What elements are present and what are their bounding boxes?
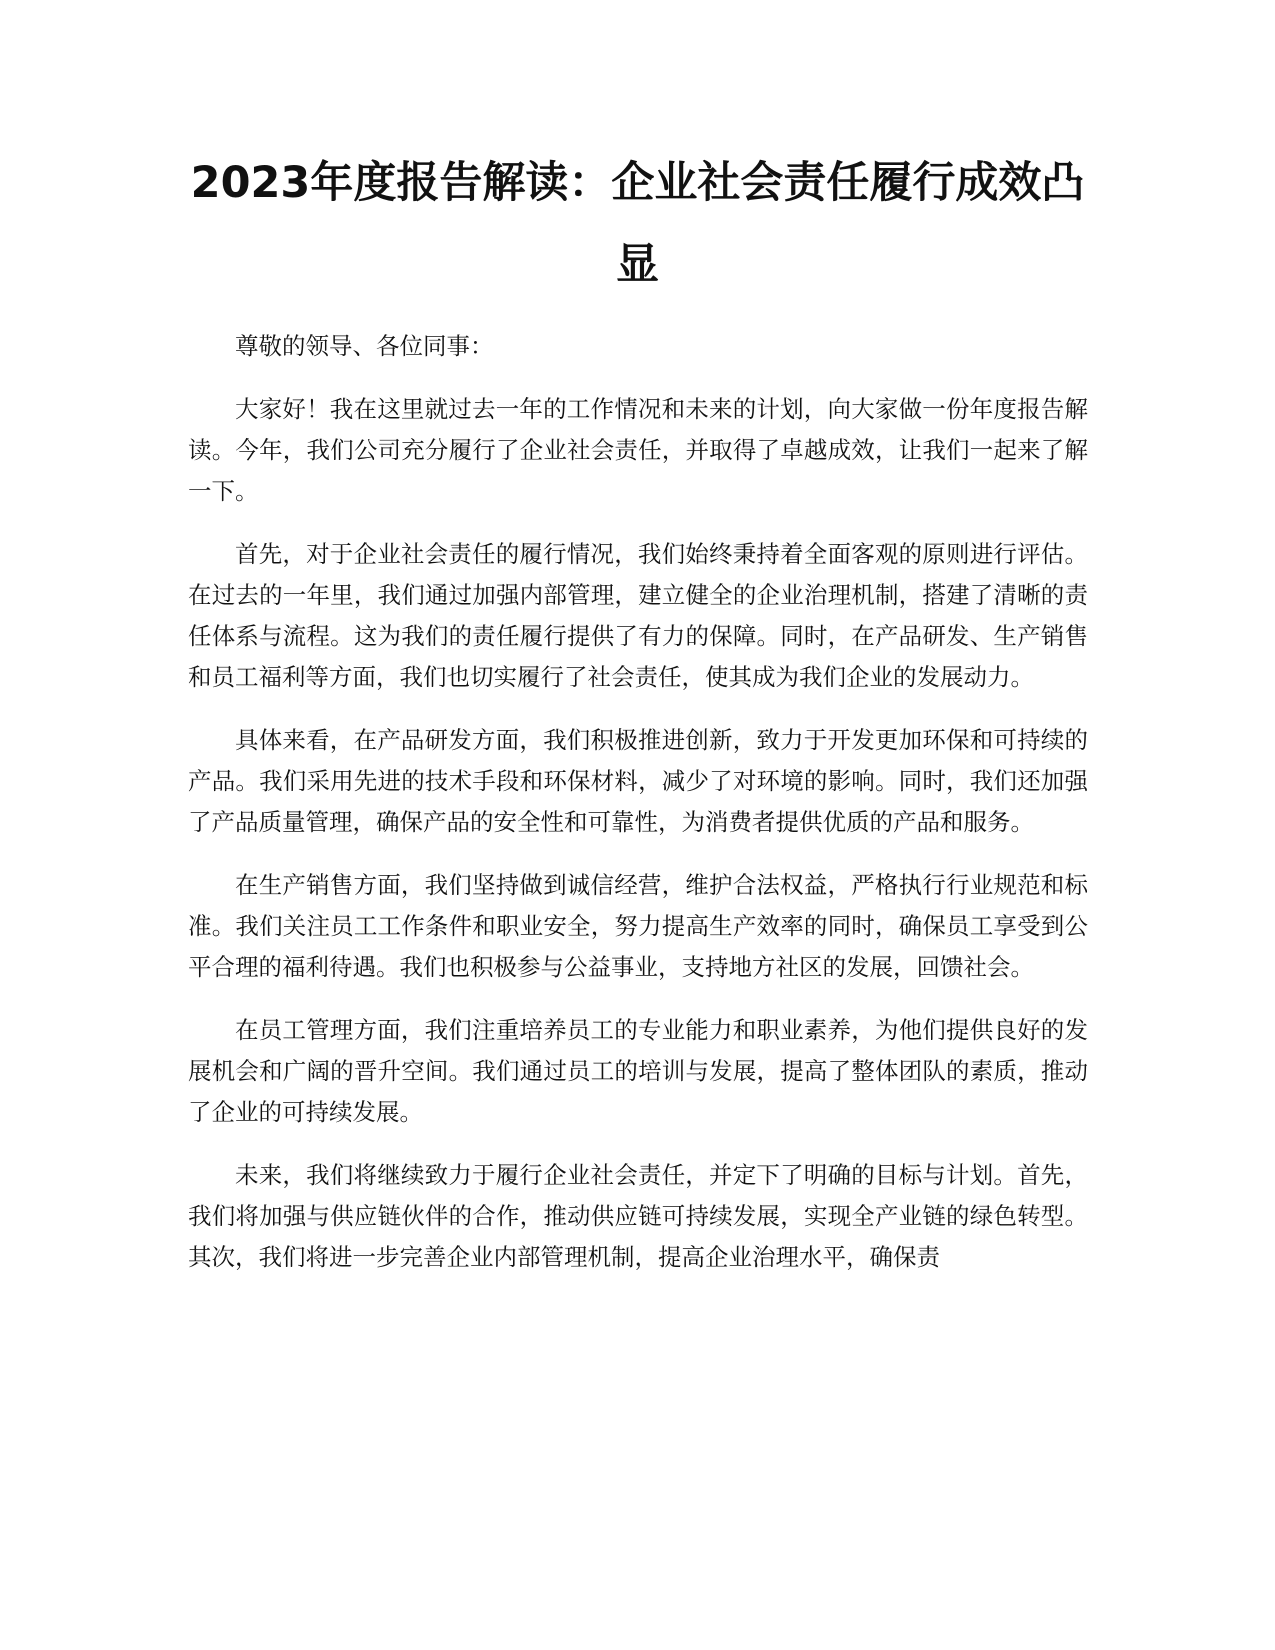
paragraph-intro: 大家好！我在这里就过去一年的工作情况和未来的计划，向大家做一份年度报告解读。今年，我们公司充分履行了企业社会责任，并取得了卓越成效，让我们一起来了解一下。 xyxy=(188,395,1088,505)
salutation: 尊敬的领导、各位同事： xyxy=(235,332,494,360)
paragraph-employee-management: 在员工管理方面，我们注重培养员工的专业能力和职业素养，为他们提供良好的发展机会和广阔的晋升空间。我们通过员工的培训与发展，提高了整体团队的素质，推动了企业的可持续发展。 xyxy=(188,1016,1088,1126)
paragraph-product-rd: 具体来看，在产品研发方面，我们积极推进创新，致力于开发更加环保和可持续的产品。我们采用先进的技术手段和环保材料，减少了对环境的影响。同时，我们还加强了产品质量管理，确保产品的安全性和可靠性，为消费者提供优质的产品和服务。 xyxy=(188,726,1088,836)
document-title: 2023年度报告解读：企业社会责任履行成效凸显 xyxy=(190,158,1085,290)
document-body xyxy=(188,326,1088,1300)
paragraph-production-sales: 在生产销售方面，我们坚持做到诚信经营，维护合法权益，严格执行行业规范和标准。我们关注员工工作条件和职业安全，努力提高生产效率的同时，确保员工享受到公平合理的福利待遇。我们也积极参与公益事业，支持地方社区的发展，回馈社会。 xyxy=(188,871,1088,981)
paragraph-assessment: 首先，对于企业社会责任的履行情况，我们始终秉持着全面客观的原则进行评估。在过去的一年里，我们通过加强内部管理，建立健全的企业治理机制，搭建了清晰的责任体系与流程。这为我们的责任履行提供了有力的保障。同时，在产品研发、生产销售和员工福利等方面，我们也切实履行了社会责任，使其成为我们企业的发展动力。 xyxy=(188,540,1088,691)
paragraph-future-plans: 未来，我们将继续致力于履行企业社会责任，并定下了明确的目标与计划。首先，我们将加强与供应链伙伴的合作，推动供应链可持续发展，实现全产业链的绿色转型。其次，我们将进一步完善企业内部管理机制，提高企业治理水平，确保责 xyxy=(188,1161,1088,1271)
